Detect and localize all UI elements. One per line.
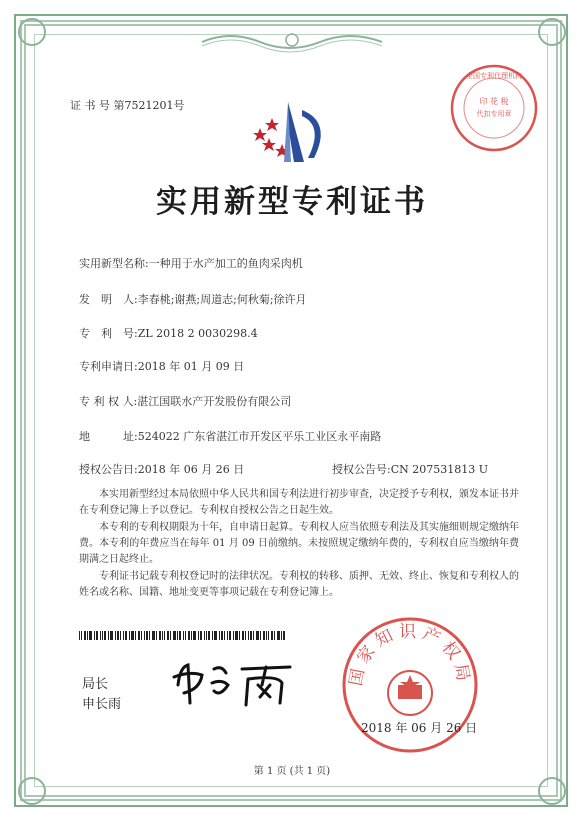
field-value: 524022 广东省湛江市开发区平乐工业区永平南路 xyxy=(137,430,382,443)
barcode-icon xyxy=(79,631,289,640)
barcode-bar xyxy=(167,631,169,640)
director-signature-icon xyxy=(170,655,300,710)
barcode-bar xyxy=(183,631,184,640)
agency-seal-text: 全国专利代理机构 xyxy=(466,72,522,80)
barcode-bar xyxy=(206,631,207,640)
field-label: 专 利 号: xyxy=(79,327,138,340)
barcode-bar xyxy=(200,631,202,640)
barcode-bar xyxy=(173,631,176,640)
barcode-bar xyxy=(149,631,150,640)
barcode-bar xyxy=(156,631,157,640)
barcode-bar xyxy=(248,631,249,640)
field-label: 专利申请日: xyxy=(79,360,138,373)
field-value: 2018 年 06 月 26 日 xyxy=(137,463,245,476)
corner-ornament-bottom-left xyxy=(18,777,46,805)
barcode-bar xyxy=(81,631,82,640)
barcode-bar xyxy=(141,631,142,640)
barcode-bar xyxy=(235,631,238,640)
barcode-bar xyxy=(87,631,88,640)
barcode-bar xyxy=(177,631,178,640)
field-label: 授权公告日: xyxy=(79,463,138,476)
field-grant-publication-number xyxy=(332,461,488,477)
barcode-bar xyxy=(100,631,101,640)
barcode-bar xyxy=(108,631,109,640)
page-number: 第 1 页 (共 1 页) xyxy=(253,766,331,777)
field-value: 李春桃;谢燕;周道志;何秋菊;徐许月 xyxy=(137,293,307,306)
svg-text:代扣专用章: 代扣专用章 xyxy=(476,110,512,118)
barcode-bar xyxy=(271,631,273,640)
field-address xyxy=(79,428,381,444)
field-label: 地 址: xyxy=(79,430,138,443)
barcode-bar xyxy=(89,631,92,640)
barcode-bar xyxy=(281,631,282,640)
barcode-bar xyxy=(84,631,86,640)
cnipa-logo-icon xyxy=(244,96,334,166)
barcode-bar xyxy=(170,631,171,640)
barcode-bar xyxy=(115,631,116,640)
seal-date: 2018 年 06 月 26 日 xyxy=(361,721,478,735)
barcode-bar xyxy=(96,631,98,640)
barcode-bar xyxy=(120,631,121,640)
barcode-bar xyxy=(274,631,275,640)
barcode-bar xyxy=(263,631,265,640)
field-value: 湛江国联水产开发股份有限公司 xyxy=(137,395,292,408)
field-label: 实用新型名称: xyxy=(79,257,149,270)
barcode-bar xyxy=(242,631,244,640)
barcode-bar xyxy=(94,631,95,640)
barcode-bar xyxy=(214,631,217,640)
field-value: CN 207531813 U xyxy=(390,463,489,476)
barcode-bar xyxy=(110,631,113,640)
field-value: ZL 2018 2 0030298.4 xyxy=(137,327,258,340)
certificate-title: 实用新型专利证书 xyxy=(156,184,428,220)
barcode-bar xyxy=(164,631,165,640)
barcode-bar xyxy=(204,631,205,640)
barcode-bar xyxy=(179,631,181,640)
corner-ornament-top-right xyxy=(538,18,566,46)
barcode-bar xyxy=(212,631,213,640)
director-block xyxy=(82,675,121,715)
paragraph-term-statement: 本专利的专利权期限为十年，自申请日起算。专利权人应当依照专利法及其实施细则规定缴纳年费。本专利的年费应当在每年 01 月 09 日前缴纳。未按照规定缴纳年费的，专利权自应当缴纳年费期满之日起终止。 xyxy=(79,522,519,565)
barcode-bar xyxy=(152,631,155,640)
barcode-bar xyxy=(219,631,220,640)
field-filing-date xyxy=(79,358,244,374)
field-value: 一种用于水产加工的鱼肉采肉机 xyxy=(148,257,303,270)
barcode-bar xyxy=(268,631,269,640)
field-value: 2018 年 01 月 09 日 xyxy=(137,360,245,373)
barcode-bar xyxy=(250,631,252,640)
certificate-number: 证 书 号 第7521201号 xyxy=(70,99,185,112)
seal-arc-text: 国家知识产权局 xyxy=(346,622,474,688)
field-label: 专 利 权 人: xyxy=(79,395,138,408)
svg-text:印 花 税: 印 花 税 xyxy=(479,97,509,106)
barcode-bar xyxy=(146,631,148,640)
barcode-bar xyxy=(131,631,134,640)
barcode-bar xyxy=(159,631,161,640)
barcode-bar xyxy=(283,631,285,640)
barcode-bar xyxy=(79,631,80,640)
barcode-bar xyxy=(162,631,163,640)
field-inventor xyxy=(79,291,307,307)
barcode-bar xyxy=(144,631,145,640)
barcode-bar xyxy=(117,631,119,640)
barcode-bar xyxy=(260,631,261,640)
field-utility-model-name xyxy=(79,255,303,271)
barcode-bar xyxy=(266,631,267,640)
barcode-bar xyxy=(138,631,140,640)
corner-ornament-top-left xyxy=(18,18,46,46)
field-label: 授权公告号: xyxy=(332,463,391,476)
barcode-bar xyxy=(227,631,228,640)
barcode-bar xyxy=(221,631,223,640)
paragraph-legal-status: 专利证书记载专利权登记时的法律状况。专利权的转移、质押、无效、终止、恢复和专利权人的姓名或名称、国籍、地址变更等事项记载在专利登记簿上。 xyxy=(79,571,519,598)
barcode-bar xyxy=(123,631,124,640)
field-label: 发 明 人: xyxy=(79,293,138,306)
barcode-bar xyxy=(191,631,192,640)
barcode-bar xyxy=(185,631,186,640)
barcode-bar xyxy=(256,631,259,640)
barcode-bar xyxy=(135,631,136,640)
agency-seal-icon xyxy=(448,62,540,154)
barcode-bar xyxy=(229,631,231,640)
field-grant-date xyxy=(79,461,244,477)
barcode-bar xyxy=(129,631,130,640)
field-patent-number xyxy=(79,325,258,341)
corner-ornament-bottom-right xyxy=(538,777,566,805)
barcode-bar xyxy=(102,631,103,640)
barcode-bar xyxy=(188,631,190,640)
director-title: 局长 xyxy=(82,677,109,692)
barcode-bar xyxy=(208,631,210,640)
barcode-bar xyxy=(277,631,280,640)
barcode-bar xyxy=(104,631,106,640)
barcode-bar xyxy=(233,631,234,640)
barcode-bar xyxy=(239,631,240,640)
field-patentee xyxy=(79,393,291,409)
top-ornament-icon xyxy=(200,30,384,54)
barcode-bar xyxy=(198,631,199,640)
barcode-bar xyxy=(245,631,246,640)
barcode-bar xyxy=(193,631,196,640)
director-name: 申长雨 xyxy=(82,697,122,712)
paragraph-grant-statement: 本实用新型经过本局依照中华人民共和国专利法进行初步审查，决定授予专利权，颁发本证书并在专利登记簿上予以登记。专利权自授权公告之日起生效。 xyxy=(79,489,519,516)
barcode-bar xyxy=(253,631,254,640)
barcode-bar xyxy=(224,631,225,640)
barcode-bar xyxy=(125,631,127,640)
